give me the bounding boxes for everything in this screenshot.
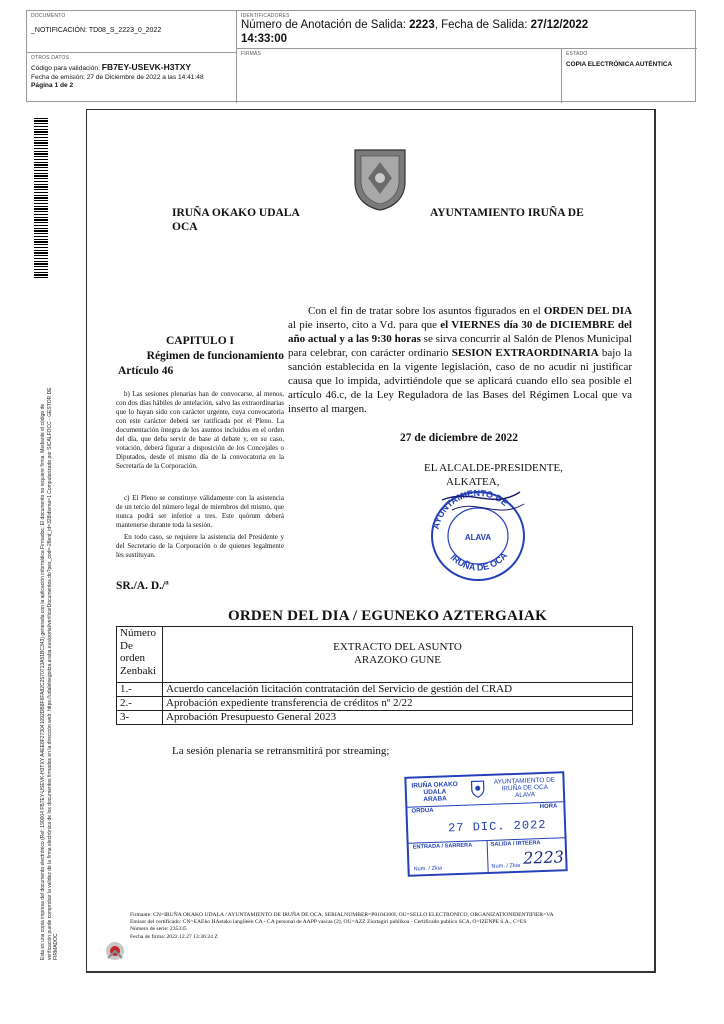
article-paragraph-b: b) Las sesiones plenarias han de convocarse, al menos, con dos días hábiles de antelación, salvo las extraordinarias que lo hayan sido con carácter urgente, cuya convocatoria con este carácter deberá ser ratificada por el Pleno. La documentación íntegra de los asuntos incluidos en el orden del día, que deba servir de base al debate y, en su caso, votación, deberá figurar a disposición de los Concejales o Diputados, desde el mismo día de la convocatoria en la Secretaría de la Corporación. xyxy=(116,390,284,470)
registry-salida: SALIDA / IRTEERA xyxy=(490,840,541,848)
convocation-text: Con el fin de tratar sobre los asuntos figurados en el ORDEN DEL DIA al pie inserto, cito a Vd. para que el VIERNES día 30 de DICIEMBRE del año actual y a las 9:30 horas se sirva concurrir al Salón de Plenos Municipal para celebrar, con carácter ordinario SESION EXTRAORDINARIA bajo la sanción establecida en la vigente legislación, caso de no acudir ni justificar causa que lo impida, advirtiéndole que se aplicará cuando ello sea posible el artículo 46.c, de la Ley Reguladora de las Bases del Régimen Local que va inserto al margen. xyxy=(288,305,633,415)
identifiers-text: Número de Anotación de Salida: 2223, Fecha de Salida: 27/12/2022 14:33:00 xyxy=(241,19,589,45)
svg-text:IRUÑA DE OCA xyxy=(449,550,510,573)
signatures-cell xyxy=(237,49,562,103)
seal-bottom-text: IRUÑA DE OCA xyxy=(448,550,510,573)
other-data-cell xyxy=(27,53,237,103)
salutation: SR./A. D./ª xyxy=(116,580,169,592)
coat-of-arms-icon xyxy=(353,148,407,212)
signature-footer: Firmante: CN=IRUÑA OKAKO UDALA / AYUNTAMIENTO DE IRUÑA DE OCA, SERIALNUMBER=P0104300I, OU=SELLO ELECTRONICO, ORGANIZATIONIDENTIFIER=VA Emisor del certificado: CN=EAEko HAetako langileen CA - CA personal de AAPP vascas (2), OU=AZZ Ziurtagiri publikoa - Certificado publico SCA, O=IZENPE S.A., C=ES Número de serie: 235335 Fecha de firma: 2022.12.27 13:36:24 Z xyxy=(130,912,554,940)
agenda-table xyxy=(116,626,633,725)
agenda-row-text: Aprobación expediente transferencia de créditos nº 2/22 xyxy=(163,697,633,711)
document-header xyxy=(26,10,696,102)
signatures-label: FIRMAS xyxy=(241,51,262,57)
registry-ordua: ORDUA xyxy=(411,807,434,815)
entity-basque: IRUÑA OKAKO UDALA OCA xyxy=(172,207,300,233)
seal-top-text: AYUNTAMIENTO DE xyxy=(430,487,510,531)
status-value: COPIA ELECTRÓNICA AUTÉNTICA xyxy=(566,61,673,68)
agenda-subject-header: EXTRACTO DEL ASUNTO ARAZOKO GUNE xyxy=(163,627,633,683)
registry-crest-icon xyxy=(470,780,485,798)
agenda-row-number: 3- xyxy=(117,711,163,725)
seal-center-text: ALAVA xyxy=(464,533,492,542)
signer-role: EL ALCALDE-PRESIDENTE, ALKATEA, xyxy=(424,462,563,488)
registry-hora: HORA xyxy=(539,803,558,811)
document-date: 27 de diciembre de 2022 xyxy=(400,432,518,444)
barcode xyxy=(34,118,48,278)
document-cell xyxy=(27,11,237,53)
status-cell xyxy=(562,49,697,103)
agenda-title: ORDEN DEL DIA / EGUNEKO AZTERGAIAK xyxy=(228,608,547,624)
agenda-row-number: 2.- xyxy=(117,697,163,711)
verification-side-text: Esta es una copia impresa del documento electrónico (Ref: 190004 FB7EY-USEVK-H3TXY A4EE8F273041092DB8F6FA82C2570713A51BC343) generada con la aplicación informática Firmadoc. El documento no requiere firma. Mediante el código de verificación puede comprobar la validez de la firma electrónica de los documentos firmados en la dirección web: https://udaletxegoitza.araba.eus/portal/verificarDocumentos.do?pes_cod=-28ent_id=328idioma=1 Computarizado por SICALFOCC - GESTOR DE FIRMADOC xyxy=(40,387,59,960)
article-paragraph-d: En todo caso, se requiere la asistencia del Presidente y del Secretario de la Corporación o de quienes legalmente les sustituyan. xyxy=(116,533,284,559)
registry-stamp xyxy=(406,774,566,874)
registry-num-left: Num. / Zkia xyxy=(413,865,443,873)
electronic-seal-icon xyxy=(104,940,126,962)
status-label: ESTADO xyxy=(566,51,588,57)
other-data-text: Código para validación: FB7EY-USEVK-H3TXY Fecha de emisión: 27 de Diciembre de 2022 a las 14:41:48 Página 1 de 2 xyxy=(31,62,204,90)
agenda-row-number: 1.- xyxy=(117,683,163,697)
agenda-row-text: Aprobación Presupuesto General 2023 xyxy=(163,711,633,725)
document-label: DOCUMENTO xyxy=(31,13,66,19)
registry-entrada: ENTRADA / SARRERA xyxy=(412,842,473,851)
agenda-row xyxy=(117,697,633,711)
registry-stamp-box xyxy=(404,771,567,877)
agenda-header-row xyxy=(117,627,633,683)
agenda-row xyxy=(117,711,633,725)
registry-handwritten-number: 2223 xyxy=(522,847,565,868)
registry-stamp-basque: IRUÑA OKAKO UDALA ARABA xyxy=(411,780,458,804)
registry-stamp-spanish: AYUNTAMIENTO DE IRUÑA DE OCA ALAVA xyxy=(493,776,556,799)
agenda-row-text: Acuerdo cancelación licitación contratación del Servicio de gestión del CRAD xyxy=(163,683,633,697)
streaming-note: La sesión plenaria se retransmitirá por streaming; xyxy=(172,745,390,757)
agenda-number-header: Número De orden Zenbaki xyxy=(117,627,163,683)
other-data-label: OTROS DATOS xyxy=(31,55,70,61)
article-paragraph-c: c) El Pleno se constituye válidamente con la asistencia de un tercio del número legal de miembros del mismo, que nunca podrá ser inferior a tres. Este quórum deberá mantenerse durante toda la sesión. xyxy=(116,494,284,529)
identifiers-cell xyxy=(237,11,697,49)
chapter-heading: CAPITULO I Régimen de funcionamiento Artículo 46 xyxy=(118,335,284,377)
document-value: _NOTIFICACIÓN: TD08_S_2223_0_2022 xyxy=(31,27,162,34)
registry-date: 27 DIC. 2022 xyxy=(447,817,547,836)
agenda-row xyxy=(117,683,633,697)
mayor-seal-stamp xyxy=(422,480,534,584)
entity-spanish: AYUNTAMIENTO IRUÑA DE xyxy=(430,207,584,219)
identifiers-label: IDENTIFICADORES xyxy=(241,13,290,19)
registry-num-right: Num. / Zkia xyxy=(491,862,521,870)
